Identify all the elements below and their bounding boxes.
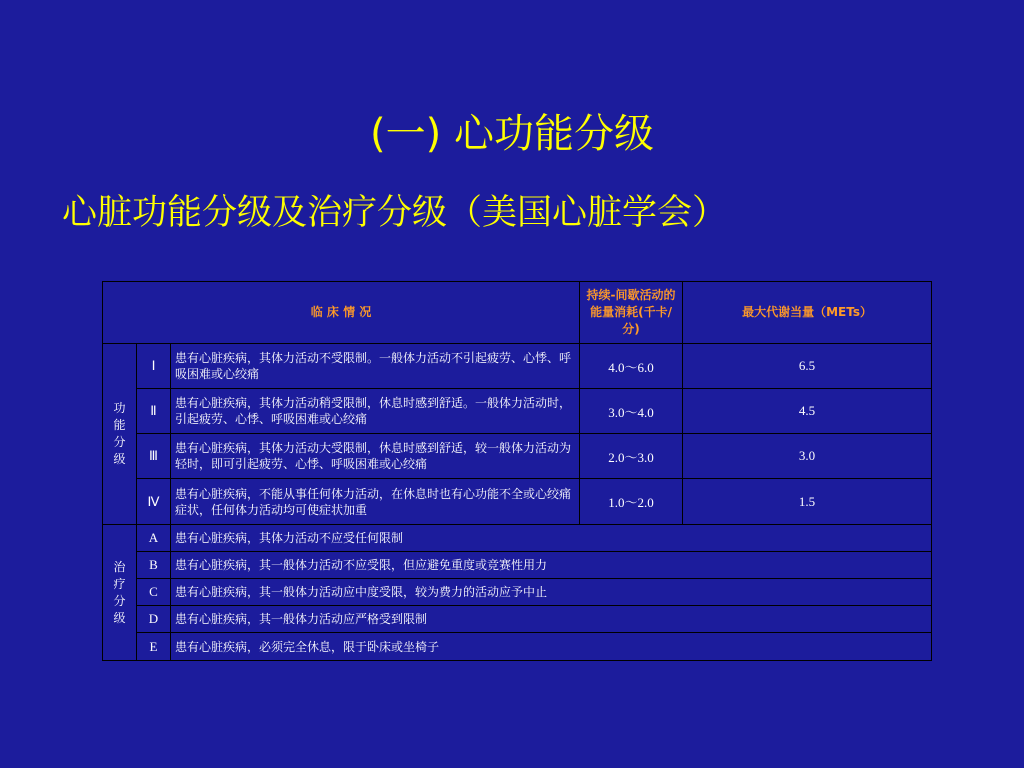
row-level: Ⅲ — [137, 434, 171, 479]
row-mets: 1.5 — [683, 479, 932, 525]
row-level: Ⅳ — [137, 479, 171, 525]
row-energy: 2.0～3.0 — [580, 434, 683, 479]
table-row — [103, 633, 932, 661]
row-level: D — [137, 606, 171, 633]
table-header-row — [103, 282, 932, 344]
row-mets: 3.0 — [683, 434, 932, 479]
row-description: 患有心脏疾病，不能从事任何体力活动，在休息时也有心功能不全或心绞痛症状，任何体力活动均可使症状加重 — [171, 479, 580, 525]
row-level: Ⅱ — [137, 389, 171, 434]
header-mets: 最大代谢当量（METs） — [683, 282, 932, 344]
row-level: E — [137, 633, 171, 661]
table-row — [103, 606, 932, 633]
slide-subtitle: 心脏功能分级及治疗分级（美国心脏学会） — [62, 193, 728, 233]
function-group-label: 功能分级 — [103, 344, 137, 525]
slide-title: (一) 心功能分级 — [370, 111, 654, 157]
row-description: 患有心脏疾病，其体力活动稍受限制，休息时感到舒适。一般体力活动时，引起疲劳、心悸、呼吸困难或心绞痛 — [171, 389, 580, 434]
row-level: A — [137, 525, 171, 552]
row-mets: 4.5 — [683, 389, 932, 434]
header-clinical: 临 床 情 况 — [103, 282, 580, 344]
table-row — [103, 434, 932, 479]
row-level: Ⅰ — [137, 344, 171, 389]
row-description: 患有心脏疾病，其一般体力活动不应受限，但应避免重度或竞赛性用力 — [171, 552, 932, 579]
table-row — [103, 552, 932, 579]
row-description: 患有心脏疾病，其体力活动不应受任何限制 — [171, 525, 932, 552]
table-row — [103, 579, 932, 606]
row-mets: 6.5 — [683, 344, 932, 389]
row-description: 患有心脏疾病，其体力活动不受限制。一般体力活动不引起疲劳、心悸、呼吸困难或心绞痛 — [171, 344, 580, 389]
classification-table — [102, 281, 932, 661]
row-description: 患有心脏疾病，其体力活动大受限制，休息时感到舒适，较一般体力活动为轻时，即可引起疲劳、心悸、呼吸困难或心绞痛 — [171, 434, 580, 479]
row-energy: 3.0～4.0 — [580, 389, 683, 434]
row-level: B — [137, 552, 171, 579]
row-level: C — [137, 579, 171, 606]
table-row — [103, 389, 932, 434]
table-row — [103, 344, 932, 389]
row-energy: 1.0～2.0 — [580, 479, 683, 525]
header-energy: 持续-间歇活动的能量消耗(千卡/分) — [580, 282, 683, 344]
row-energy: 4.0～6.0 — [580, 344, 683, 389]
row-description: 患有心脏疾病，其一般体力活动应严格受到限制 — [171, 606, 932, 633]
table-row — [103, 525, 932, 552]
row-description: 患有心脏疾病，其一般体力活动应中度受限，较为费力的活动应予中止 — [171, 579, 932, 606]
treatment-group-label: 治疗分级 — [103, 525, 137, 661]
table-row — [103, 479, 932, 525]
row-description: 患有心脏疾病，必须完全休息，限于卧床或坐椅子 — [171, 633, 932, 661]
